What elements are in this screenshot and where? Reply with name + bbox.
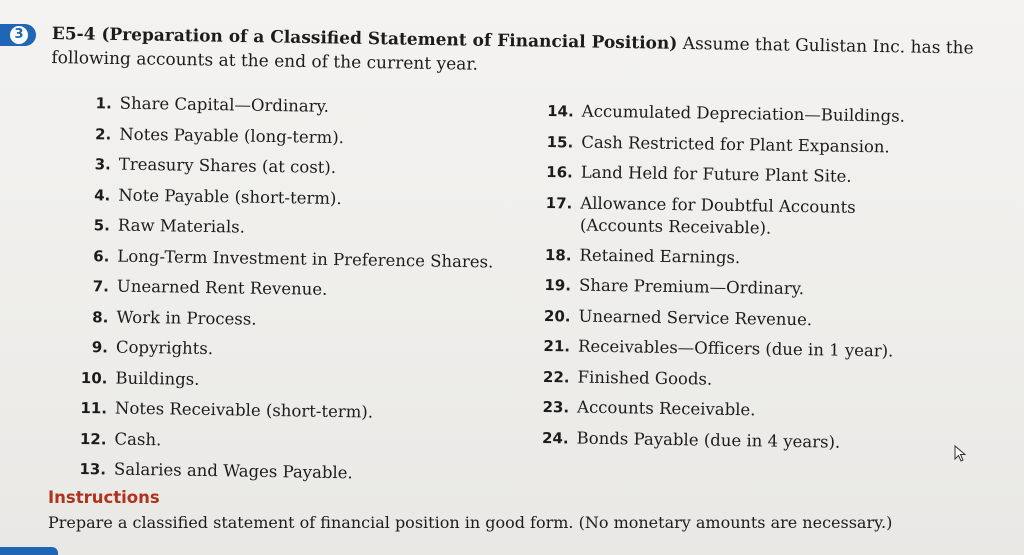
item-text: Finished Goods. bbox=[577, 367, 713, 389]
exercise-badge bbox=[0, 24, 36, 46]
item-number: 23. bbox=[542, 398, 570, 417]
item-number: 13. bbox=[79, 460, 107, 479]
item-number: 1. bbox=[95, 94, 112, 113]
list-item bbox=[543, 157, 905, 193]
item-text: Unearned Service Revenue. bbox=[578, 306, 813, 329]
list-item bbox=[76, 454, 490, 491]
mouse-pointer-icon bbox=[952, 444, 972, 464]
instructions-heading: Instructions bbox=[48, 488, 160, 507]
item-number: 7. bbox=[92, 277, 110, 296]
item-text: Unearned Rent Revenue. bbox=[116, 276, 328, 299]
exercise-title bbox=[51, 22, 992, 85]
item-text: Receivables—Officers (due in 1 year). bbox=[577, 336, 894, 361]
item-text: Salaries and Wages Payable. bbox=[113, 459, 353, 483]
item-number: 21. bbox=[543, 337, 571, 356]
item-number: 8. bbox=[92, 307, 109, 326]
item-number: 16. bbox=[546, 163, 573, 182]
item-text: Accumulated Depreciation—Buildings. bbox=[581, 101, 906, 126]
item-text: Share Premium—Ordinary. bbox=[578, 275, 805, 299]
item-text: Land Held for Future Plant Site. bbox=[580, 162, 852, 186]
item-number: 10. bbox=[80, 368, 108, 387]
list-item bbox=[542, 187, 904, 245]
item-number: 11. bbox=[80, 399, 108, 418]
item-text: Share Capital—Ordinary. bbox=[119, 93, 330, 116]
item-text: Treasury Shares (at cost). bbox=[118, 154, 337, 177]
item-text: Cash. bbox=[114, 429, 162, 449]
item-text: Accounts Receivable. bbox=[576, 397, 756, 420]
item-text: Notes Payable (long-term). bbox=[119, 124, 345, 147]
item-number: 14. bbox=[547, 102, 574, 121]
next-exercise-badge bbox=[0, 547, 58, 555]
list-item bbox=[538, 422, 900, 458]
item-number: 17. bbox=[545, 193, 573, 212]
item-number: 9. bbox=[91, 338, 109, 357]
item-number: 22. bbox=[542, 367, 570, 386]
item-number: 3. bbox=[94, 155, 111, 174]
exercise-number: 3 bbox=[10, 26, 28, 44]
item-number: 19. bbox=[544, 276, 572, 295]
account-list-right bbox=[538, 96, 905, 459]
item-number: 15. bbox=[546, 132, 574, 151]
item-text: Cash Restricted for Plant Expansion. bbox=[581, 132, 890, 156]
item-number: 5. bbox=[93, 216, 110, 235]
account-list-left bbox=[76, 88, 496, 491]
exercise-heading: E5-4 (Preparation of a Classified Statement of Financial Position) bbox=[51, 23, 678, 54]
item-text: Raw Materials. bbox=[117, 215, 246, 237]
item-number: 20. bbox=[543, 306, 571, 325]
item-text-continued: (Accounts Receivable). bbox=[579, 215, 772, 238]
item-number: 18. bbox=[544, 245, 572, 264]
item-number: 12. bbox=[79, 429, 107, 448]
item-text: Bonds Payable (due in 4 years). bbox=[576, 428, 841, 452]
item-text: Long-Term Investment in Preference Shares. bbox=[117, 246, 494, 271]
exercise-intro: Assume that Gulistan Inc. has the following accounts at the end of the current year. bbox=[51, 33, 974, 75]
item-text: Work in Process. bbox=[116, 307, 257, 329]
item-number: 4. bbox=[94, 185, 111, 204]
item-text: Allowance for Doubtful Accounts bbox=[580, 193, 856, 217]
item-number: 24. bbox=[541, 428, 569, 447]
instructions-text: Prepare a classified statement of financial position in good form. (No monetary amounts are necessary.) bbox=[48, 513, 893, 532]
item-number: 2. bbox=[95, 124, 112, 143]
item-number: 6. bbox=[93, 246, 110, 265]
item-text: Buildings. bbox=[115, 368, 200, 389]
item-text: Notes Receivable (short-term). bbox=[114, 398, 374, 422]
item-text: Copyrights. bbox=[115, 337, 214, 359]
item-text: Note Payable (short-term). bbox=[118, 185, 342, 208]
item-text: Retained Earnings. bbox=[579, 245, 741, 267]
